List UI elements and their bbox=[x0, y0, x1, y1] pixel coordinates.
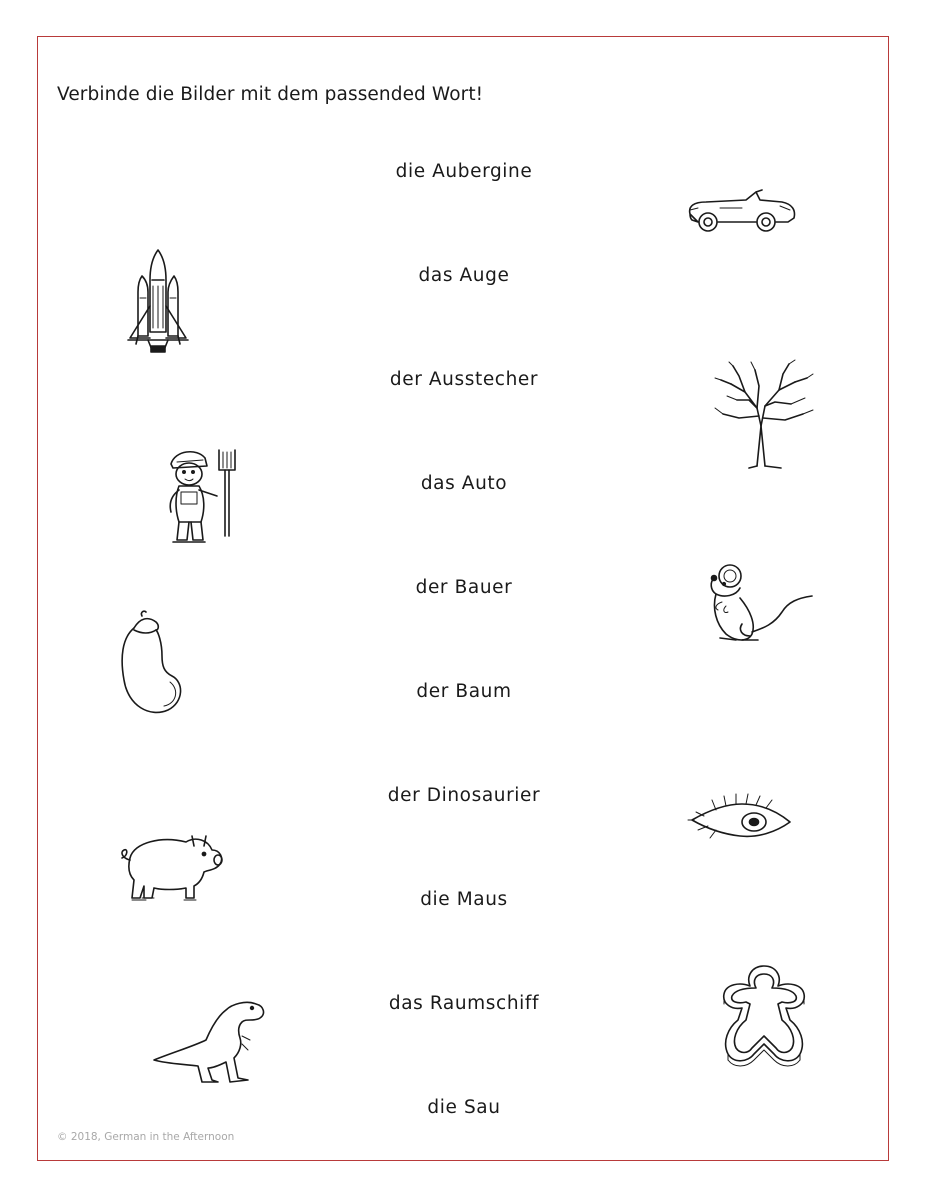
dinosaur-picture bbox=[152, 996, 270, 1088]
word-maus: die Maus bbox=[420, 889, 508, 910]
word-baum: der Baum bbox=[416, 681, 512, 702]
car-picture bbox=[684, 184, 802, 238]
word-ausstecher: der Ausstecher bbox=[389, 369, 539, 390]
cookie-cutter-picture bbox=[716, 960, 812, 1072]
word-auto: das Auto bbox=[420, 473, 508, 494]
instruction-heading: Verbinde die Bilder mit dem passended Wort! bbox=[57, 84, 484, 105]
word-dinosaurier: der Dinosaurier bbox=[387, 785, 541, 806]
tree-picture bbox=[709, 356, 819, 472]
copyright-notice: © 2018, German in the Afternoon bbox=[57, 1131, 235, 1143]
space-shuttle-picture bbox=[122, 246, 194, 358]
mouse-picture bbox=[702, 562, 816, 650]
word-auge: das Auge bbox=[418, 265, 510, 286]
word-bauer: der Bauer bbox=[415, 577, 513, 598]
eye-picture bbox=[686, 790, 794, 848]
word-raumschiff: das Raumschiff bbox=[388, 993, 540, 1014]
pig-picture bbox=[116, 828, 226, 906]
eggplant-picture bbox=[112, 608, 188, 718]
word-aubergine: die Aubergine bbox=[395, 161, 533, 182]
word-sau: die Sau bbox=[427, 1097, 501, 1118]
farmer-picture bbox=[163, 440, 245, 550]
